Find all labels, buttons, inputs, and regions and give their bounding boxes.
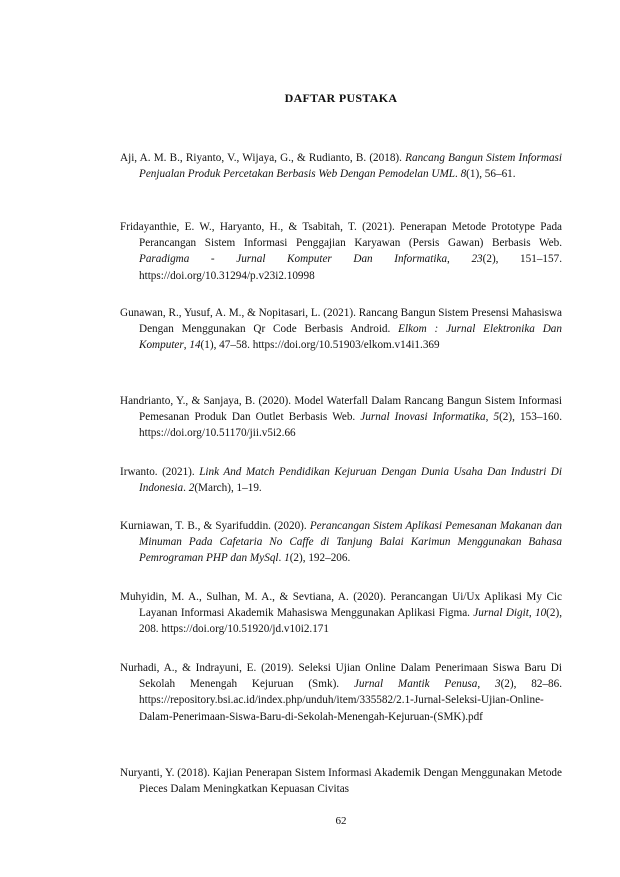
- reference-entry: Irwanto. (2021). Link And Match Pendidikan Kejuruan Dengan Dunia Usaha Dan Industri Di Indonesia. 2(March), 1–19.: [120, 466, 562, 495]
- reference-entry: Aji, A. M. B., Riyanto, V., Wijaya, G., & Rudianto, B. (2018). Rancang Bangun Sistem Informasi Penjualan Produk Percetakan Berbasis Web Dengan Pemodelan UML. 8(1), 56–61.: [120, 152, 563, 181]
- reference-entry: Fridayanthie, E. W., Haryanto, H., & Tsabitah, T. (2021). Penerapan Metode Prototype Pada Perancangan Sistem Informasi Penggajian Karyawan (Persis Gawan) Berbasis Web. Paradigma - Jurnal Komputer Dan Informatika, 23(2), 151–157. https://doi.org/10.31294/p.v23i2.10998: [120, 221, 563, 282]
- page-number: 62: [335, 815, 347, 827]
- page-title: DAFTAR PUSTAKA: [284, 91, 398, 105]
- reference-entry: Muhyidin, M. A., Sulhan, M. A., & Sevtiana, A. (2020). Perancangan Ui/Ux Aplikasi My Cic Layanan Informasi Akademik Mahasiswa Menggunakan Aplikasi Figma. Jurnal Digit, 10(2), 208. https://doi.org/10.51920/jd.v10i2.171: [120, 591, 562, 636]
- reference-entry: Nurhadi, A., & Indrayuni, E. (2019). Seleksi Ujian Online Dalam Penerimaan Siswa Baru Di Sekolah Menengah Kejuruan (Smk). Jurnal Mantik Penusa, 3(2), 82–86. https://repository.bsi.ac.id/index.php/unduh/item/335582/2.1-Jurnal-Seleksi-Ujian-Online-Dalam-Penerimaan-Siswa-Baru-di-Sekolah-Menengah-Kejuruan-(SMK).pdf: [120, 662, 562, 723]
- reference-entry: Gunawan, R., Yusuf, A. M., & Nopitasari, L. (2021). Rancang Bangun Sistem Presensi Mahasiswa Dengan Menggunakan Qr Code Berbasis Android. Elkom : Jurnal Elektronika Dan Komputer, 14(1), 47–58. https://doi.org/10.51903/elkom.v14i1.369: [120, 307, 562, 352]
- reference-entry: Nuryanti, Y. (2018). Kajian Penerapan Sistem Informasi Akademik Dengan Menggunakan Metode Pieces Dalam Meningkatkan Kepuasan Civitas: [120, 767, 562, 796]
- reference-entry: Kurniawan, T. B., & Syarifuddin. (2020). Perancangan Sistem Aplikasi Pemesanan Makanan dan Minuman Pada Cafetaria No Caffe di Tanjung Balai Karimun Menggunakan Bahasa Pemrograman PHP dan MySql. 1(2), 192–206.: [120, 520, 562, 565]
- reference-entry: Handrianto, Y., & Sanjaya, B. (2020). Model Waterfall Dalam Rancang Bangun Sistem Informasi Pemesanan Produk Dan Outlet Berbasis Web. Jurnal Inovasi Informatika, 5(2), 153–160. https://doi.org/10.51170/jii.v5i2.66: [120, 395, 562, 440]
